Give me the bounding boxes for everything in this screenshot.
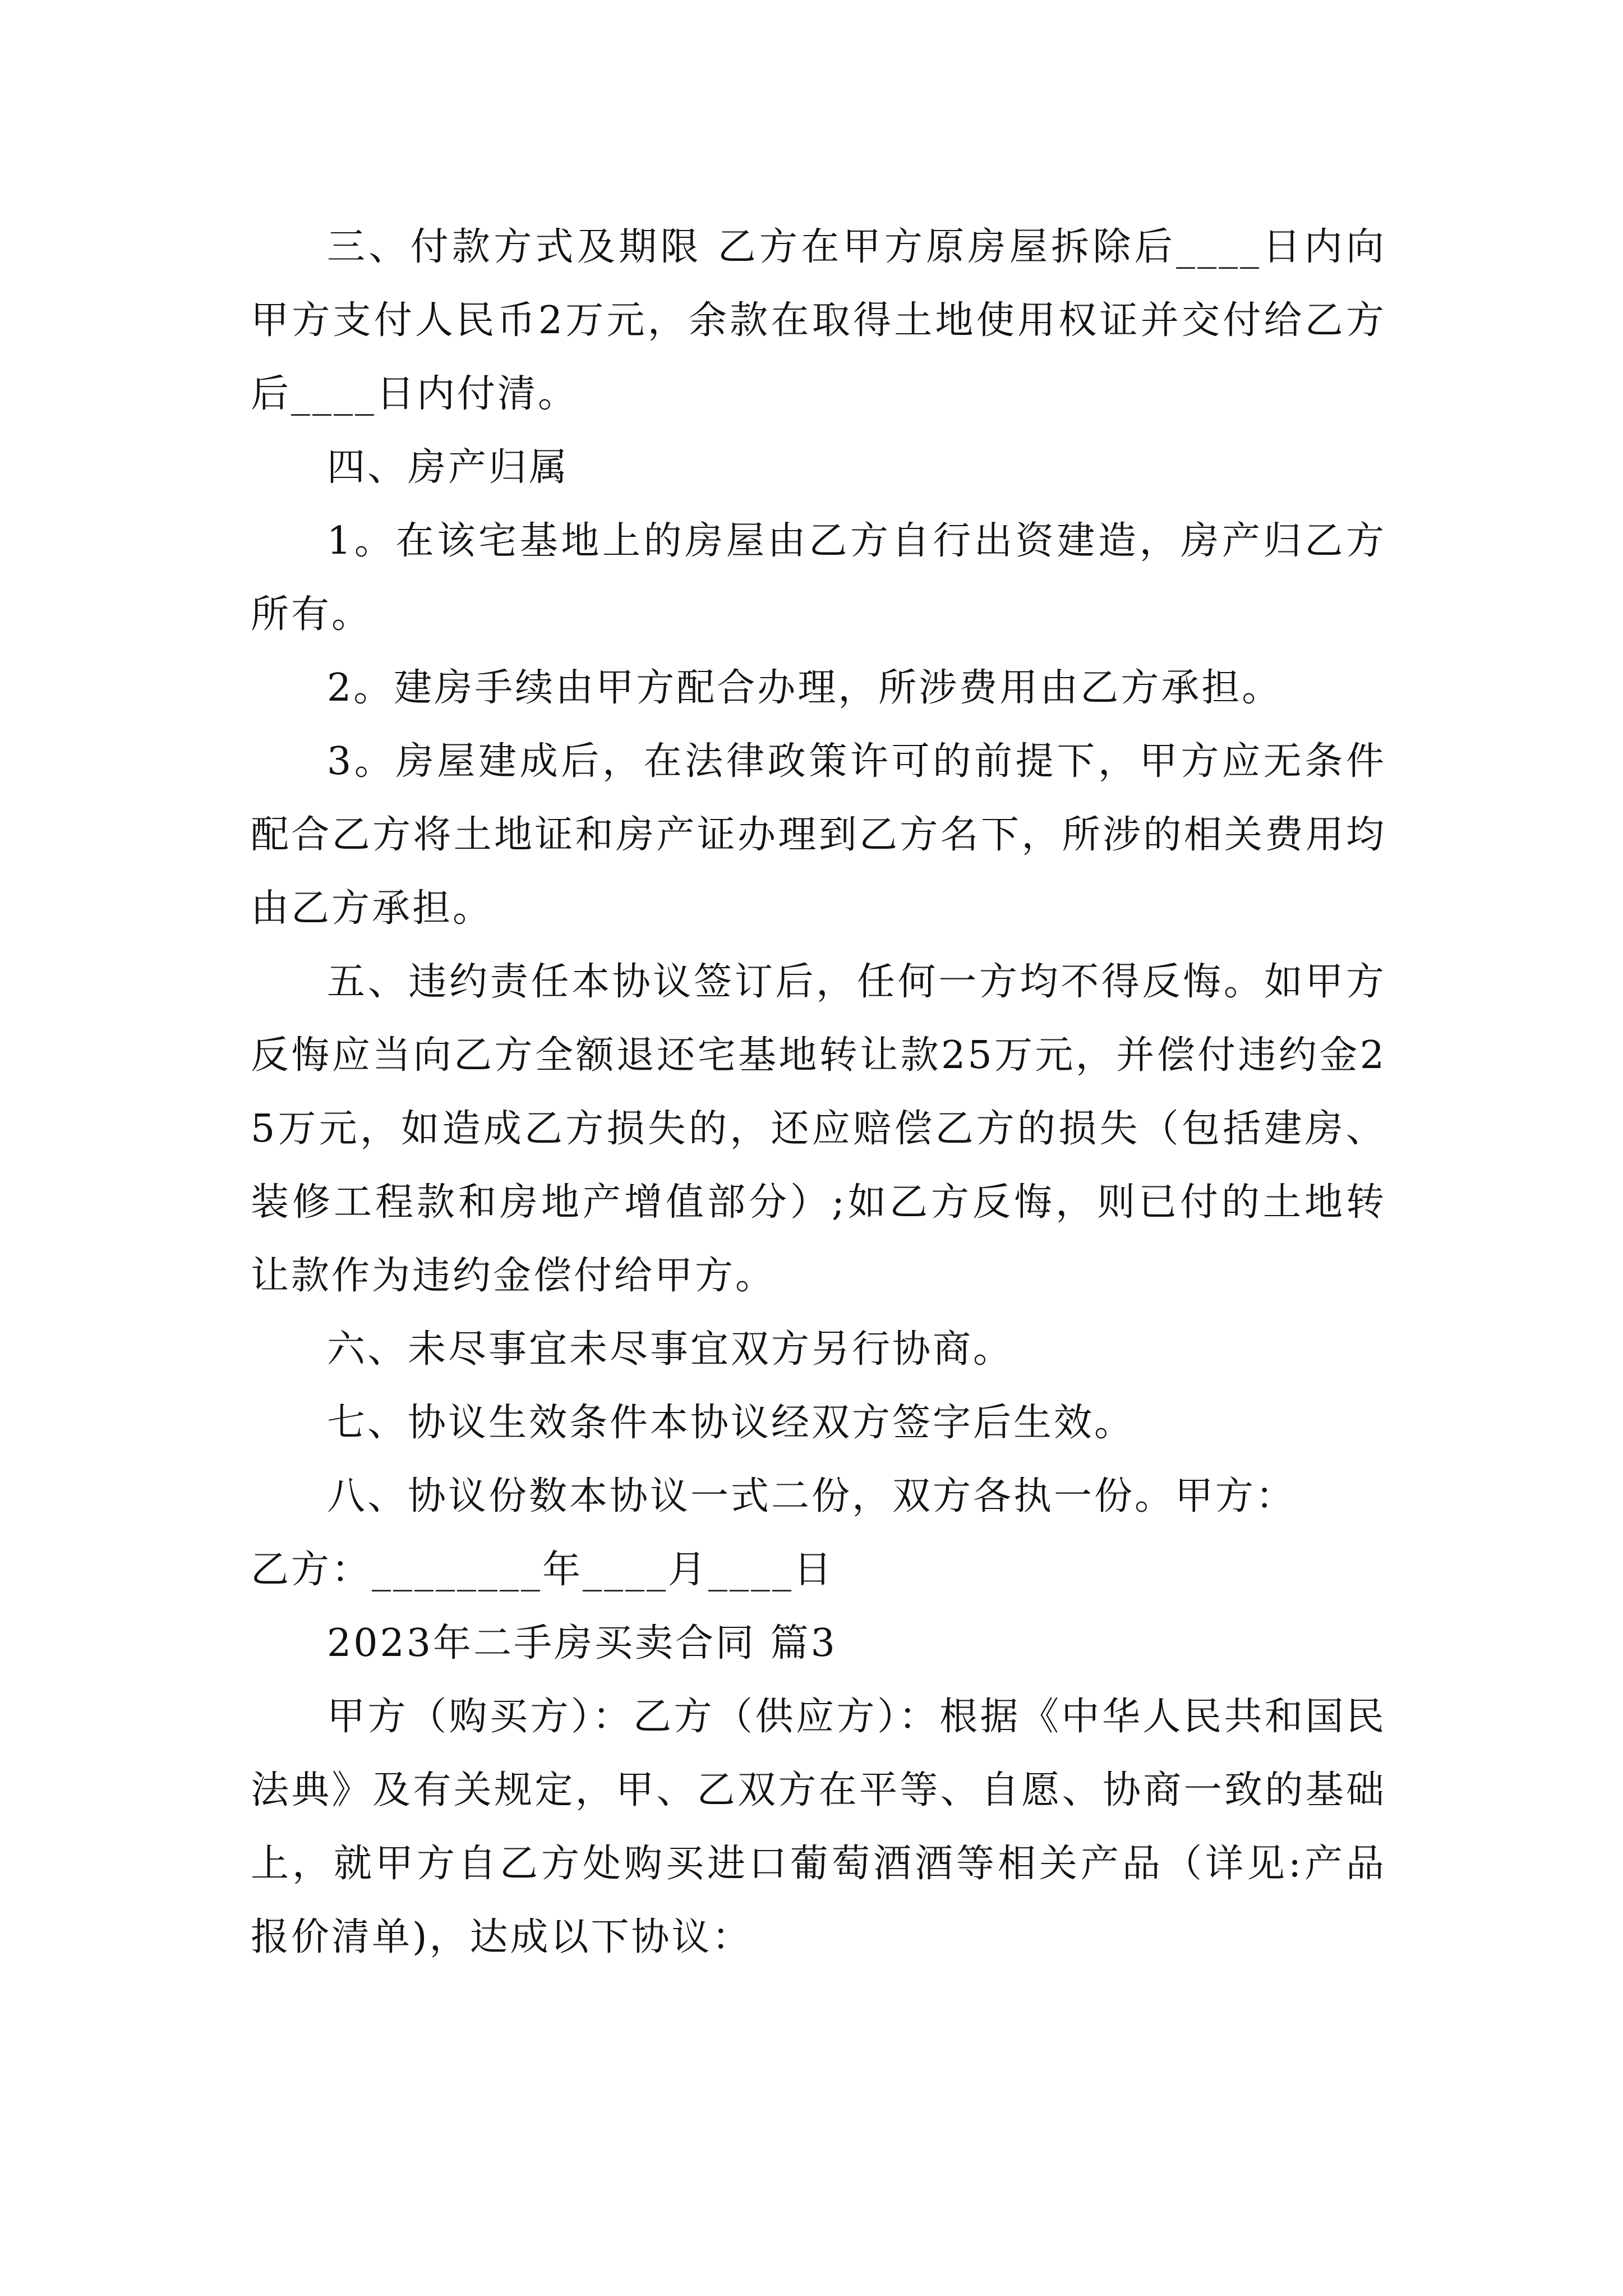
paragraph-breach-liability: 五、违约责任本协议签订后，任何一方均不得反悔。如甲方反悔应当向乙方全额退还宅基地转让款25万元，并偿付违约金25万元，如造成乙方损失的，还应赔偿乙方的损失（包括建房、装修工程款和房地产增值部分）;如乙方反悔，则已付的土地转让款作为违约金偿付给甲方。: [251, 960, 1386, 1298]
paragraph-ownership-item-2: 2。建房手续由甲方配合办理，所涉费用由乙方承担。: [327, 666, 1283, 710]
paragraph-other-matters: 六、未尽事宜未尽事宜双方另行协商。: [327, 1327, 1014, 1372]
paragraph-copies: 八、协议份数本协议一式二份，双方各执一份。甲方：: [327, 1474, 1297, 1519]
document-body: [251, 210, 1386, 1974]
paragraph-effective-conditions: 七、协议生效条件本协议经双方签字后生效。: [327, 1401, 1135, 1445]
heading-property-ownership: 四、房产归属: [327, 445, 570, 490]
paragraph-ownership-item-3: 3。房屋建成后，在法律政策许可的前提下，甲方应无条件配合乙方将土地证和房产证办理到乙方名下，所涉的相关费用均由乙方承担。: [251, 739, 1386, 931]
section-title: 2023年二手房买卖合同 篇3: [327, 1621, 837, 1665]
paragraph-payment-terms: 三、付款方式及期限 乙方在甲方原房屋拆除后____日内向甲方支付人民币2万元，余款在取得土地使用权证并交付给乙方后____日内付清。: [251, 225, 1387, 416]
paragraph-ownership-item-1: 1。在该宅基地上的房屋由乙方自行出资建造，房产归乙方所有。: [251, 519, 1386, 637]
paragraph-contract-intro: 甲方（购买方）：乙方（供应方）：根据《中华人民共和国民法典》及有关规定，甲、乙双方在平等、自愿、协商一致的基础上，就甲方自乙方处购买进口葡萄酒酒等相关产品（详见:产品报价清单)，达成以下协议：: [251, 1695, 1386, 1959]
signature-line: 乙方：________年____月____日: [251, 1548, 834, 1592]
